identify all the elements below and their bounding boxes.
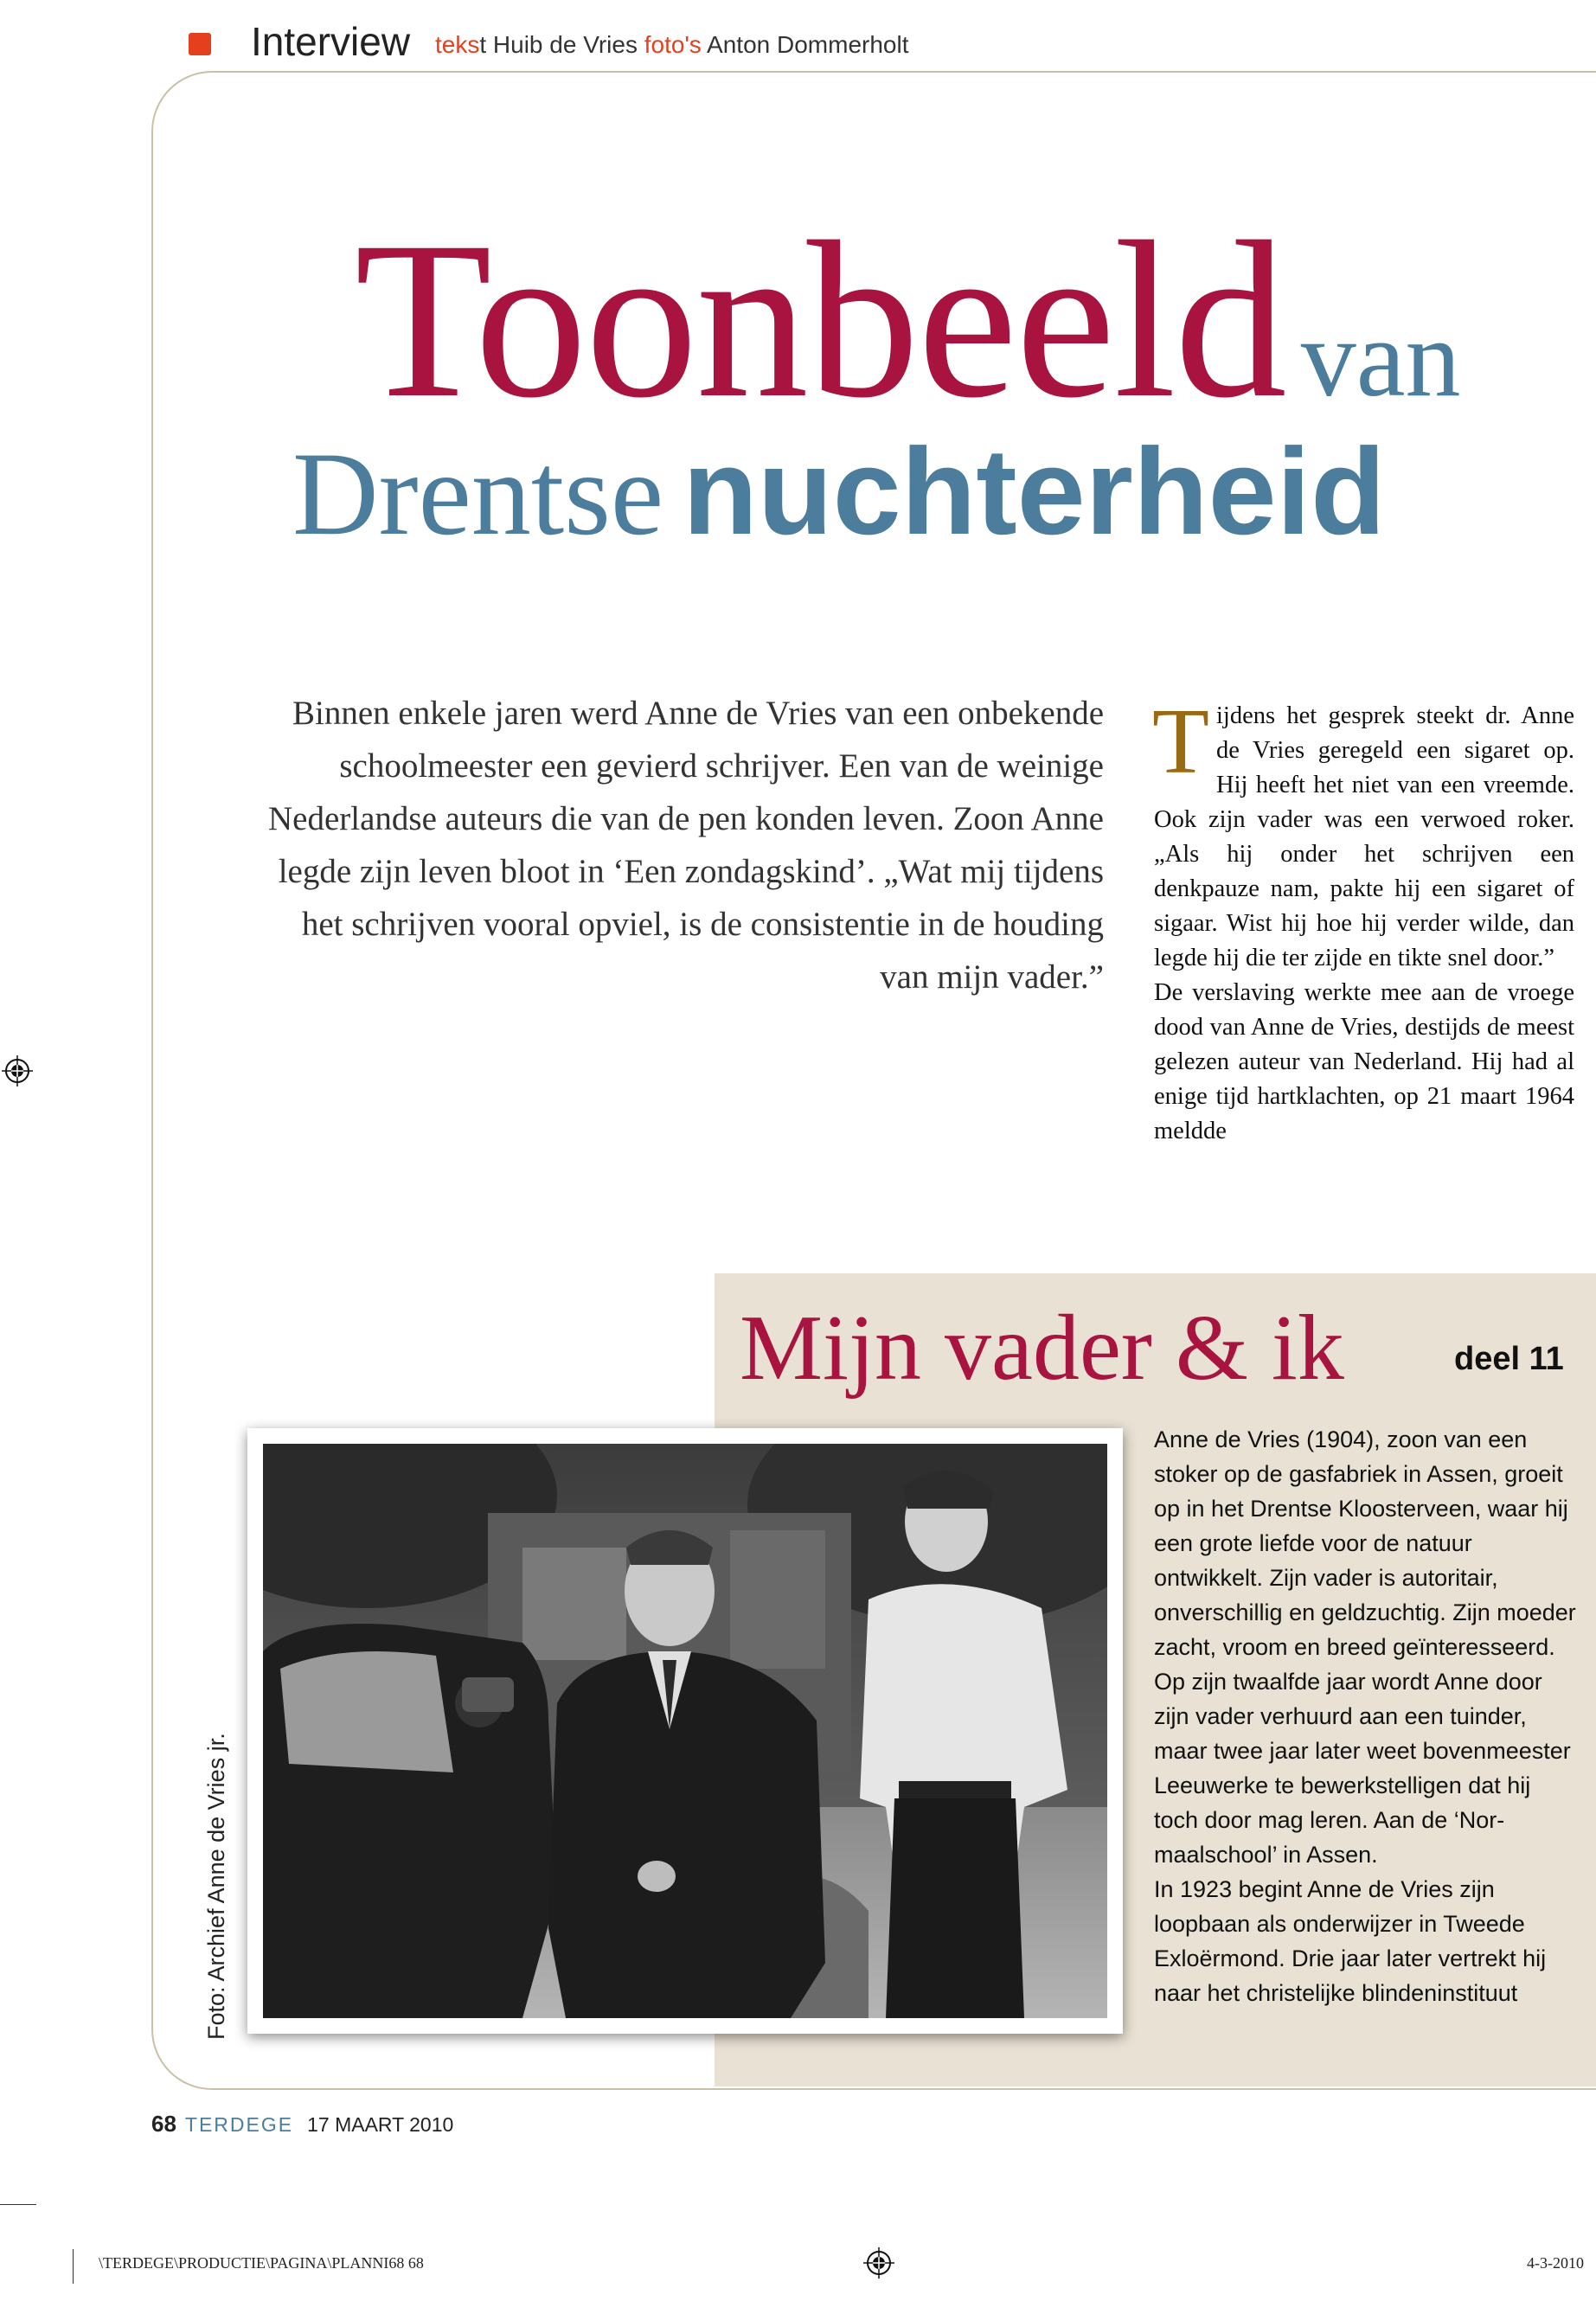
- article-paragraph-1: ijdens het gesprek steekt dr. Anne de Vries geregeld een sigaret op. Hij heeft het niet van een vreemde. Ook zijn vader was een verwoed roker. „Als hij onder het schrijven een denkpauze nam, pakte hij een sigaret of sigaar. Wist hij hoe hij verder wilde, dan legde hij die ter zijde en tikte snel door.”: [1154, 702, 1574, 971]
- page-footer: [151, 2111, 453, 2138]
- feature-paragraph-3: In 1923 begint Anne de Vries zijn loopbaan als onderwijzer in Tweede Exloërmond. Drie jaar later vertrekt hij naar het christelijke blindeninstituut: [1154, 1876, 1547, 2006]
- print-date: 4-3-2010: [1527, 2254, 1584, 2272]
- headline-van: van: [1300, 297, 1461, 420]
- photo-image: [263, 1444, 1107, 2018]
- registration-mark-icon: [2, 1055, 33, 1086]
- byline-author: Huib de Vries: [486, 31, 644, 58]
- byline-foto-label: foto's: [644, 31, 702, 58]
- headline-line-1: [355, 195, 1461, 445]
- section-label: Interview: [251, 19, 411, 64]
- magazine-name: TERDEGE: [184, 2113, 294, 2136]
- crop-mark: [73, 2249, 74, 2284]
- feature-part: deel 11: [1454, 1341, 1564, 1377]
- byline-tekst-label: teks: [435, 31, 480, 58]
- page-number: 68: [151, 2111, 176, 2137]
- article-paragraph-2: De verslaving werkte mee aan de vroege dood van Anne de Vries, destijds de meest gelezen auteur van Nederland. Hij had al enige tijd hartklachten, op 21 maart 1964 meldde: [1154, 979, 1574, 1144]
- headline-nuchterheid: nuchterheid: [683, 423, 1386, 561]
- headline-line-2: [292, 423, 1386, 561]
- drop-cap: T: [1152, 690, 1209, 793]
- photo-credit: Foto: Archief Anne de Vries jr.: [203, 1733, 229, 2040]
- registration-mark-icon: [863, 2247, 894, 2279]
- byline-photographer: Anton Dommerholt: [701, 31, 909, 58]
- byline-tekst-suffix: t: [479, 31, 487, 58]
- feature-title: Mijn vader & ik: [740, 1297, 1344, 1400]
- feature-paragraph-2: Op zijn twaalfde jaar wordt Anne door zijn vader verhuurd aan een tuinder, maar twee jaar later weet bovenmeester Leeuwerke te bewerkstelligen dat hij toch door mag leren. Aan de ‘Normaalschool’ in Assen.: [1154, 1669, 1571, 1868]
- feature-paragraph-1: Anne de Vries (1904), zoon van een stoker op de gasfabriek in Assen, groeit op in het Drentse Kloosterveen, waar hij een grote liefde voor de natuur ontwikkelt. Zijn vader is autoritair, onverschillig en geldzuchtig. Zijn moeder zacht, vroom en breed geïnteresseerd.: [1154, 1426, 1576, 1660]
- issue-date: 17 MAART 2010: [307, 2113, 454, 2136]
- intro-lead: Binnen enkele jaren werd Anne de Vries van een onbekende schoolmeester een gevierd schrijver. Een van de weinige Nederlandse auteurs die van de pen konden leven. Zoon Anne legde zijn leven bloot in ‘Een zondagskind’. „Wat mij tijdens het schrijven vooral opviel, is de consistentie in de houding van mijn vader.”: [267, 695, 1104, 996]
- section-marker: [189, 33, 211, 55]
- crop-mark: [0, 2204, 36, 2205]
- print-slug: \TERDEGE\PRODUCTIE\PAGINA\PLANNI68 68: [99, 2254, 424, 2272]
- headline-drentse: Drentse: [292, 427, 664, 560]
- article-column: [1152, 690, 1574, 1149]
- headline-main: Toonbeeld: [355, 195, 1285, 445]
- feature-column: [1154, 1422, 1580, 2010]
- byline: [435, 29, 908, 61]
- photo-father-and-son: [263, 1444, 1107, 2018]
